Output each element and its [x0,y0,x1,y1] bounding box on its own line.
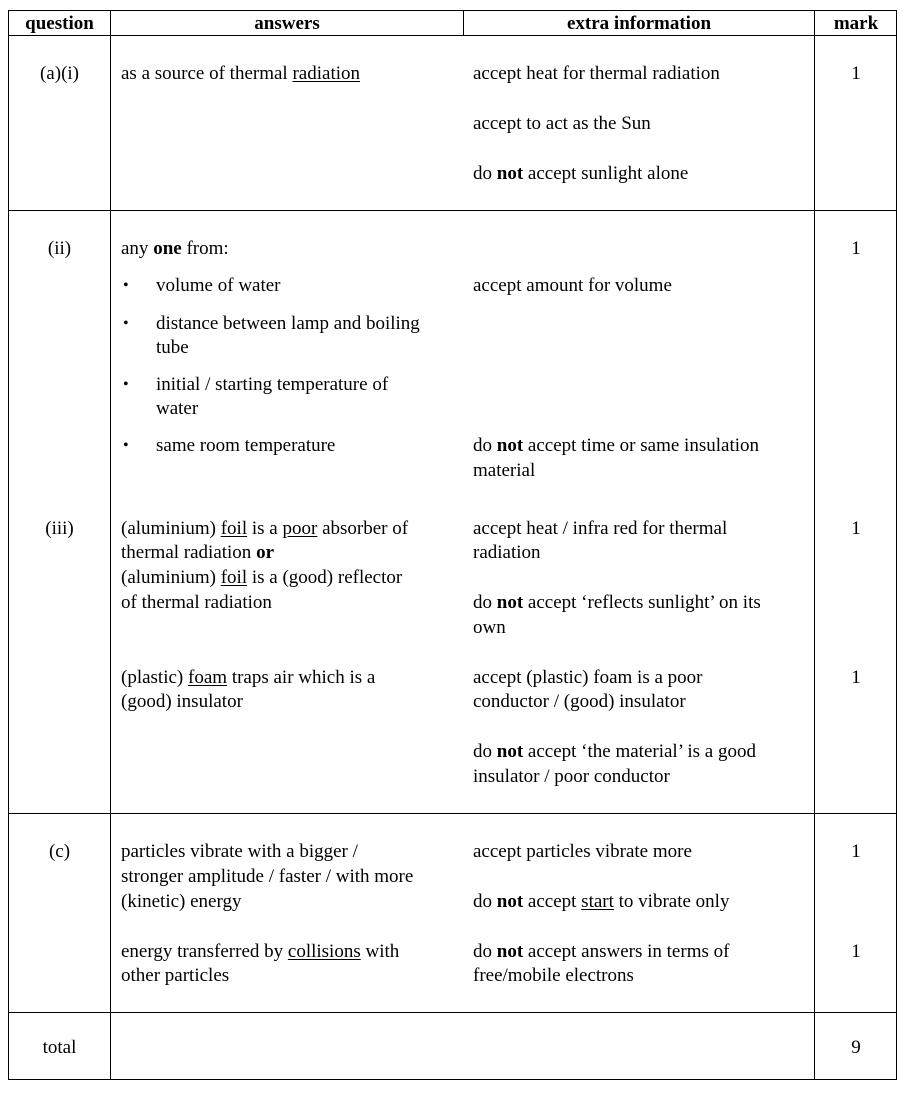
extra-iii-4-line1: do not accept ‘the material’ is a good [473,741,756,762]
bullet-icon: • [123,437,129,454]
bullet-icon: • [123,376,129,393]
answer-iii-1-line3: (aluminium) foil is a (good) reflector [121,567,403,588]
mark-iii-2: 1 [851,667,861,688]
extra-a-i-3: do not accept sunlight alone [473,163,689,184]
col-divider-mark [814,11,815,1079]
bullet-icon: • [123,315,129,332]
question-ii: (ii) [47,238,72,259]
answer-ii-bullet-4: same room temperature [156,435,336,456]
extra-iii-2-line1: do not accept ‘reflects sunlight’ on its [473,592,761,613]
extra-a-i-1: accept heat for thermal radiation [473,63,720,84]
answer-ii-bullet-2-cont: tube [156,337,189,358]
answer-c-2-line2: other particles [121,965,230,986]
extra-iii-2-line2: own [473,617,506,638]
answer-iii-1-line1: (aluminium) foil is a poor absorber of [121,518,409,539]
header-answers: answers [254,13,320,34]
extra-ii-2: do not accept time or same insulation [473,435,759,456]
extra-iii-3-line1: accept (plastic) foam is a poor [473,667,703,688]
extra-ii-1: accept amount for volume [473,275,672,296]
answer-c-1-line3: (kinetic) energy [121,891,242,912]
extra-c-2: do not accept start to vibrate only [473,891,730,912]
mark-scheme-table [8,10,897,1080]
bullet-icon: • [123,277,129,294]
answer-iii-1-line2: thermal radiation or [121,542,274,563]
header-question: question [25,13,94,34]
mark-c-1: 1 [851,841,861,862]
row-divider-c-total [9,1012,896,1013]
answer-ii-bullet-2: distance between lamp and boiling [156,313,420,334]
question-iii: (iii) [45,518,74,539]
row-divider-a-ii [9,210,896,211]
col-divider-question [110,11,111,1079]
answer-ii-bullet-3: initial / starting temperature of [156,374,389,395]
total-mark: 9 [851,1037,861,1058]
extra-iii-3-line2: conductor / (good) insulator [473,691,686,712]
row-divider-iii-c [9,813,896,814]
extra-iii-4-line2: insulator / poor conductor [473,766,670,787]
extra-c-3-line1: do not accept answers in terms of [473,941,730,962]
extra-c-1: accept particles vibrate more [473,841,692,862]
answer-c-1-line2: stronger amplitude / faster / with more [121,866,414,887]
mark-c-2: 1 [851,941,861,962]
answer-iii-2-line1: (plastic) foam traps air which is a [121,667,376,688]
extra-a-i-2: accept to act as the Sun [473,113,651,134]
answer-iii-2-line2: (good) insulator [121,691,243,712]
answer-c-2-line1: energy transferred by collisions with [121,941,400,962]
total-label: total [42,1037,77,1058]
question-a-i: (a)(i) [39,63,80,84]
answer-ii-bullet-3-cont: water [156,398,199,419]
answer-c-1-line1: particles vibrate with a bigger / [121,841,358,862]
extra-iii-1-line2: radiation [473,542,541,563]
mark-iii-1: 1 [851,518,861,539]
answer-ii-intro: any one from: [121,238,229,259]
extra-c-3-line2: free/mobile electrons [473,965,634,986]
answer-ii-bullet-1: volume of water [156,275,281,296]
extra-ii-2-cont: material [473,460,536,481]
question-c: (c) [48,841,71,862]
extra-iii-1-line1: accept heat / infra red for thermal [473,518,728,539]
header-mark: mark [833,13,879,34]
mark-ii: 1 [851,238,861,259]
header-extra-information: extra information [566,13,712,34]
mark-a-i: 1 [851,63,861,84]
answer-a-i: as a source of thermal radiation [121,63,360,84]
answer-iii-1-line4: of thermal radiation [121,592,272,613]
